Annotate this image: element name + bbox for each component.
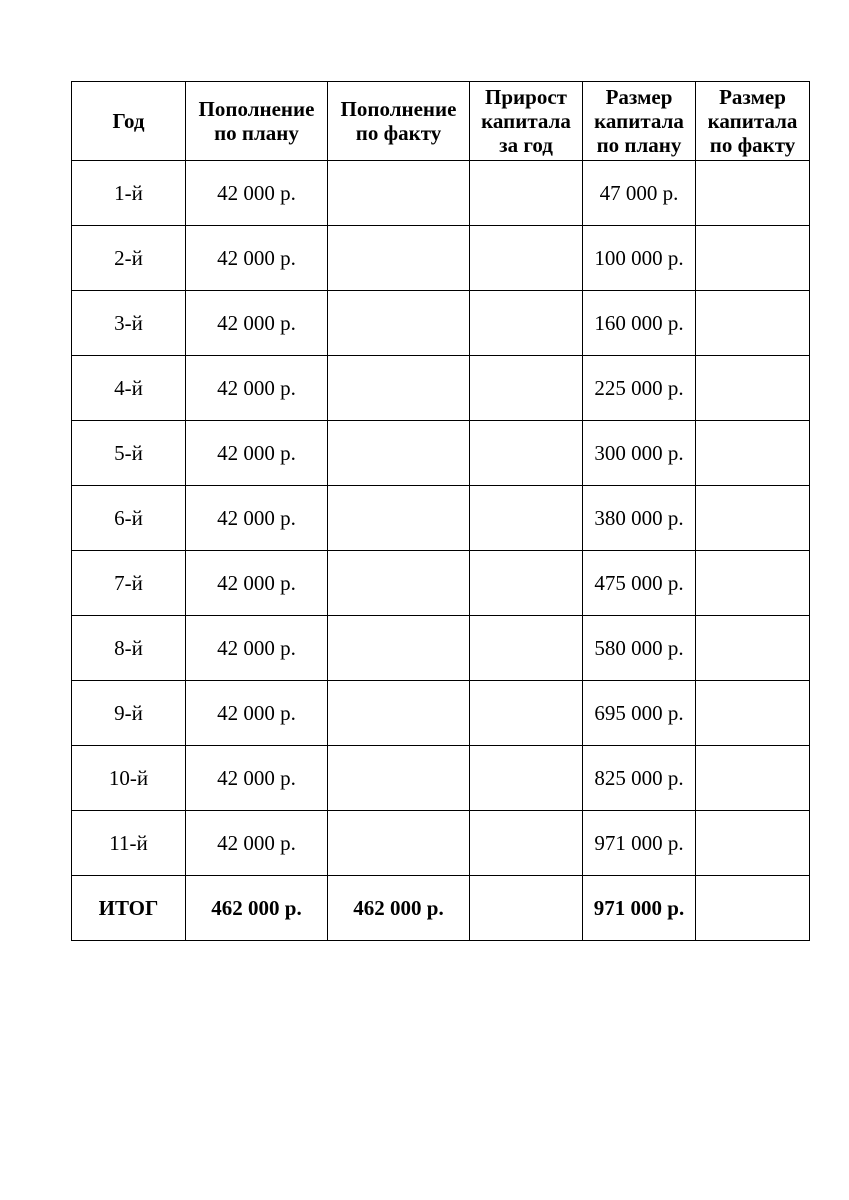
header-line: Размер [719, 85, 786, 109]
planned-capital-cell: 825 000 р. [583, 746, 696, 811]
actual-deposit-cell [328, 421, 470, 486]
total-capital-growth-cell [470, 876, 583, 941]
header-actual-capital [696, 82, 810, 161]
actual-capital-cell [696, 681, 810, 746]
header-line: Размер [605, 85, 673, 109]
year-cell: 11-й [72, 811, 186, 876]
planned-deposit-cell: 42 000 р. [186, 746, 328, 811]
actual-deposit-cell [328, 811, 470, 876]
actual-deposit-cell [328, 681, 470, 746]
capital-growth-cell [470, 616, 583, 681]
table-row [72, 226, 810, 291]
capital-growth-cell [470, 356, 583, 421]
year-cell: 1-й [72, 161, 186, 226]
table-row [72, 681, 810, 746]
actual-capital-cell [696, 616, 810, 681]
header-planned-capital [583, 82, 696, 161]
actual-capital-cell [696, 421, 810, 486]
table-row [72, 291, 810, 356]
table-row [72, 551, 810, 616]
header-line: по факту [355, 121, 442, 145]
planned-deposit-cell: 42 000 р. [186, 356, 328, 421]
actual-deposit-cell [328, 226, 470, 291]
header-line: Год [112, 109, 145, 133]
planned-capital-cell: 971 000 р. [583, 811, 696, 876]
year-cell: 7-й [72, 551, 186, 616]
total-actual-capital-cell [696, 876, 810, 941]
year-cell: 8-й [72, 616, 186, 681]
year-cell: 5-й [72, 421, 186, 486]
year-cell: 2-й [72, 226, 186, 291]
planned-capital-cell: 695 000 р. [583, 681, 696, 746]
planned-capital-cell: 475 000 р. [583, 551, 696, 616]
header-line: за год [499, 133, 553, 157]
capital-plan-table [71, 81, 810, 941]
header-line: Прирост [485, 85, 567, 109]
actual-deposit-cell [328, 551, 470, 616]
total-actual-deposit-cell: 462 000 р. [328, 876, 470, 941]
table-row [72, 421, 810, 486]
header-row [72, 82, 810, 161]
header-year [72, 82, 186, 161]
header-capital-growth [470, 82, 583, 161]
capital-growth-cell [470, 291, 583, 356]
planned-deposit-cell: 42 000 р. [186, 161, 328, 226]
total-planned-capital-cell: 971 000 р. [583, 876, 696, 941]
actual-capital-cell [696, 486, 810, 551]
actual-capital-cell [696, 356, 810, 421]
planned-deposit-cell: 42 000 р. [186, 226, 328, 291]
actual-deposit-cell [328, 291, 470, 356]
table-row [72, 811, 810, 876]
capital-growth-cell [470, 681, 583, 746]
planned-deposit-cell: 42 000 р. [186, 486, 328, 551]
actual-deposit-cell [328, 161, 470, 226]
actual-capital-cell [696, 746, 810, 811]
header-line: по факту [709, 133, 796, 157]
header-line: по плану [596, 133, 682, 157]
planned-capital-cell: 580 000 р. [583, 616, 696, 681]
actual-capital-cell [696, 161, 810, 226]
header-line: по плану [214, 121, 299, 145]
header-line: Пополнение [340, 97, 457, 121]
header-line: капитала [481, 109, 571, 133]
planned-capital-cell: 160 000 р. [583, 291, 696, 356]
header-line: Пополнение [198, 97, 315, 121]
year-cell: 4-й [72, 356, 186, 421]
actual-capital-cell [696, 551, 810, 616]
capital-growth-cell [470, 486, 583, 551]
planned-deposit-cell: 42 000 р. [186, 681, 328, 746]
table-row [72, 746, 810, 811]
planned-capital-cell: 300 000 р. [583, 421, 696, 486]
actual-deposit-cell [328, 356, 470, 421]
capital-growth-cell [470, 161, 583, 226]
planned-deposit-cell: 42 000 р. [186, 551, 328, 616]
header-actual-deposit [328, 82, 470, 161]
header-planned-deposit [186, 82, 328, 161]
planned-deposit-cell: 42 000 р. [186, 291, 328, 356]
planned-deposit-cell: 42 000 р. [186, 421, 328, 486]
planned-capital-cell: 100 000 р. [583, 226, 696, 291]
planned-capital-cell: 47 000 р. [583, 161, 696, 226]
total-label-cell: ИТОГ [72, 876, 186, 941]
header-line: капитала [594, 109, 684, 133]
planned-deposit-cell: 42 000 р. [186, 616, 328, 681]
capital-growth-cell [470, 226, 583, 291]
actual-deposit-cell [328, 616, 470, 681]
table-row [72, 356, 810, 421]
total-planned-deposit-cell: 462 000 р. [186, 876, 328, 941]
table-row [72, 616, 810, 681]
actual-capital-cell [696, 291, 810, 356]
actual-deposit-cell [328, 746, 470, 811]
capital-growth-cell [470, 811, 583, 876]
year-cell: 9-й [72, 681, 186, 746]
planned-capital-cell: 225 000 р. [583, 356, 696, 421]
year-cell: 10-й [72, 746, 186, 811]
header-line: капитала [707, 109, 798, 133]
planned-capital-cell: 380 000 р. [583, 486, 696, 551]
capital-growth-cell [470, 551, 583, 616]
total-row [72, 876, 810, 941]
planned-deposit-cell: 42 000 р. [186, 811, 328, 876]
capital-growth-cell [470, 421, 583, 486]
year-cell: 3-й [72, 291, 186, 356]
capital-growth-cell [470, 746, 583, 811]
table-row [72, 486, 810, 551]
actual-capital-cell [696, 226, 810, 291]
actual-capital-cell [696, 811, 810, 876]
actual-deposit-cell [328, 486, 470, 551]
year-cell: 6-й [72, 486, 186, 551]
table-row [72, 161, 810, 226]
